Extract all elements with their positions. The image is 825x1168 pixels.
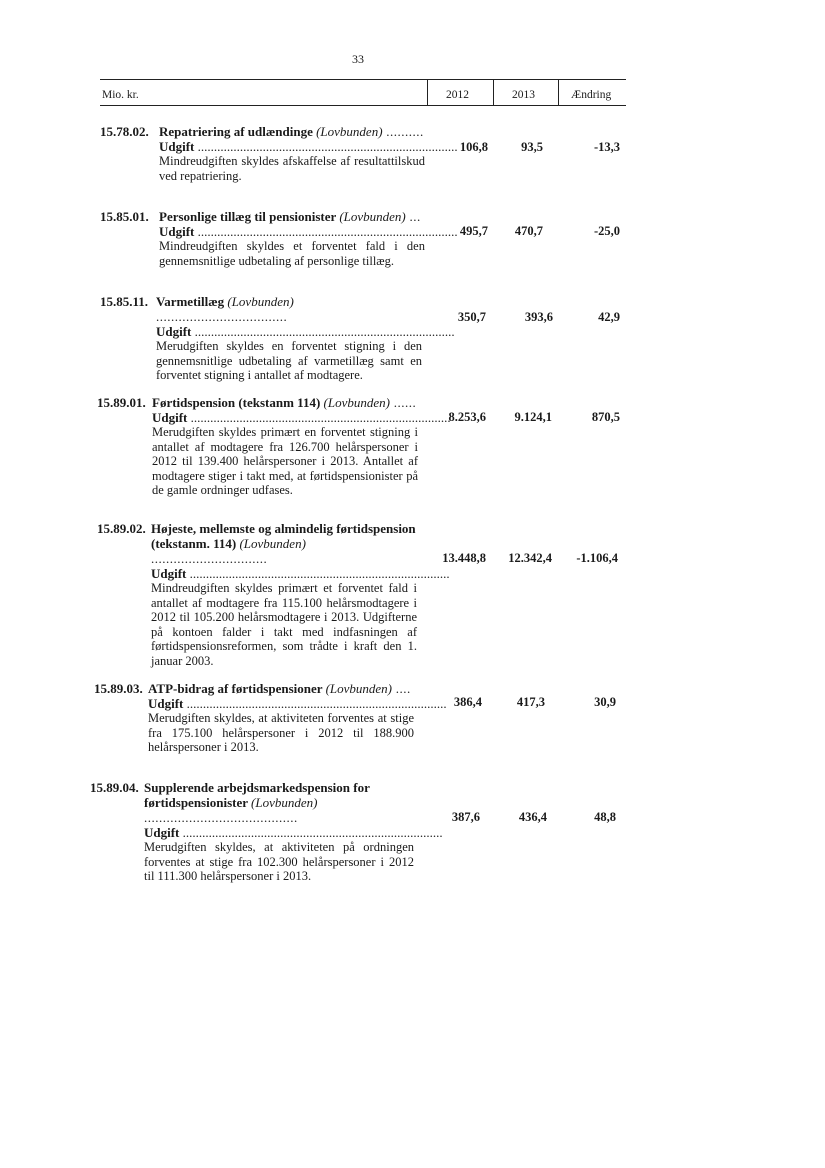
- entry-number: 15.85.11.: [100, 294, 149, 309]
- udgift-label-text: Udgift: [156, 324, 192, 339]
- entry-law-status: (Lovbunden): [251, 795, 318, 810]
- value-change: 42,9: [598, 310, 620, 324]
- value-change: 870,5: [591, 410, 620, 424]
- page-number: 33: [352, 52, 364, 66]
- entry-description: Mindreudgiften skyldes et forventet fald i den gennemsnitlige udbetaling af personlige tillæg.: [159, 239, 425, 268]
- entry-15-89-03: [94, 681, 447, 755]
- udgift-label-text: Udgift: [151, 566, 187, 581]
- entry-15-89-04: [90, 780, 444, 884]
- header-col-change: Ændring: [571, 89, 612, 101]
- header-col-2013: 2013: [512, 89, 535, 101]
- value-2013: 93,5: [521, 140, 543, 154]
- entry-law-status: (Lovbunden): [239, 536, 306, 551]
- entry-title: Førtidspension (tekstanm 114) (Lovbunden) ......: [152, 395, 417, 410]
- entry-law-status: (Lovbunden): [325, 681, 392, 696]
- value-2012: 106,8: [459, 140, 488, 154]
- entry-number: 15.89.02.: [97, 521, 146, 536]
- entry-number: 15.85.01.: [100, 209, 149, 224]
- entry-description: Merudgiften skyldes, at aktiviteten på ordningen forventes at stige fra 102.300 helårspersoner i 2012 til 111.300 helårspersoner i 2013.: [144, 840, 414, 884]
- value-2013: 12.342,4: [508, 551, 552, 565]
- entry-number: 15.89.04.: [90, 780, 139, 795]
- entry-law-status: (Lovbunden): [316, 124, 383, 139]
- entry-title-text: Repatriering af udlændinge: [159, 124, 313, 139]
- entry-number: 15.78.02.: [100, 124, 149, 139]
- udgift-label-text: Udgift: [159, 224, 195, 239]
- udgift-label-text: Udgift: [152, 410, 188, 425]
- udgift-label-text: Udgift: [144, 825, 180, 840]
- entry-15-78-02: [100, 124, 458, 183]
- entry-15-89-02: [97, 521, 450, 669]
- udgift-label: Udgift ................................................................................: [144, 825, 443, 840]
- udgift-label: Udgift ................................................................................: [148, 696, 447, 711]
- entry-15-85-01: [100, 209, 458, 268]
- entry-title: ATP-bidrag af førtidspensioner (Lovbunden) ....: [148, 681, 411, 696]
- value-change: 30,9: [594, 695, 616, 709]
- entry-title-text: ATP-bidrag af førtidspensioner: [148, 681, 323, 696]
- entry-15-89-01: [97, 395, 451, 498]
- value-2012: 387,6: [451, 810, 480, 824]
- entry-description: Mindreudgiften skyldes primært et forventet fald i antallet af modtagere fra 115.100 helårsmodtagere i 2012 til 105.200 helårsmodtagere i 2013. Udgifterne på kontoen falder i takt med indfasningen af førtidspensionsreformen, som trådte i kraft den 1. januar 2003.: [151, 581, 417, 668]
- header-col-2012: 2012: [446, 89, 469, 101]
- entry-description: Merudgiften skyldes, at aktiviteten forventes at stige fra 175.100 helårspersoner i 2012 til 188.900 helårspersoner i 2013.: [148, 711, 414, 755]
- entry-description: Merudgiften skyldes en forventet stigning i den gennemsnitlige udbetaling af varmetillæg samt en forventet stigning i antallet af modtagere.: [156, 339, 422, 383]
- entry-law-status: (Lovbunden): [227, 294, 294, 309]
- value-2012: 495,7: [459, 224, 488, 238]
- udgift-label: Udgift ................................................................................: [156, 324, 455, 339]
- udgift-label: Udgift ................................................................................: [152, 410, 451, 425]
- value-change: -25,0: [593, 224, 620, 238]
- entry-title: Supplerende arbejdsmarkedspension for førtidspensionister (Lovbunden) .........................................: [144, 780, 370, 825]
- value-2013: 393,6: [524, 310, 553, 324]
- value-2013: 470,7: [514, 224, 543, 238]
- udgift-label: Udgift ................................................................................: [151, 566, 450, 581]
- entry-title-text: Supplerende arbejdsmarkedspension for førtidspensionister: [144, 780, 370, 810]
- value-2012: 8.253,6: [448, 410, 486, 424]
- header-divider: [493, 79, 494, 106]
- udgift-label: Udgift ................................................................................: [159, 224, 458, 239]
- entry-title-text: Førtidspension (tekstanm 114): [152, 395, 321, 410]
- entry-number: 15.89.03.: [94, 681, 143, 696]
- entry-title: Repatriering af udlændinge (Lovbunden) ..........: [159, 124, 424, 139]
- value-2012: 13.448,8: [442, 551, 486, 565]
- value-2012: 386,4: [453, 695, 482, 709]
- header-bottom-rule: [100, 105, 626, 106]
- value-change: -13,3: [593, 140, 620, 154]
- header-unit: Mio. kr.: [102, 89, 139, 101]
- value-2013: 436,4: [518, 810, 547, 824]
- header-top-rule: [100, 79, 626, 80]
- udgift-label-text: Udgift: [148, 696, 184, 711]
- udgift-label: Udgift ................................................................................: [159, 139, 458, 154]
- entry-title-text: Varmetillæg: [156, 294, 225, 309]
- entry-title: Varmetillæg (Lovbunden) ...................................: [156, 294, 294, 324]
- entry-law-status: (Lovbunden): [323, 395, 390, 410]
- entry-title-text: Personlige tillæg til pensionister: [159, 209, 337, 224]
- value-2012: 350,7: [457, 310, 486, 324]
- entry-title: Personlige tillæg til pensionister (Lovbunden) ...: [159, 209, 421, 224]
- entry-15-85-11: [100, 294, 455, 383]
- udgift-label-text: Udgift: [159, 139, 195, 154]
- header-divider: [427, 79, 428, 106]
- entry-law-status: (Lovbunden): [339, 209, 406, 224]
- entry-title: Højeste, mellemste og almindelig førtidspension (tekstanm. 114) (Lovbunden) ...............................: [151, 521, 416, 566]
- value-2013: 417,3: [516, 695, 545, 709]
- entry-title-text: Højeste, mellemste og almindelig førtidspension (tekstanm. 114): [151, 521, 416, 551]
- value-change: 48,8: [594, 810, 616, 824]
- entry-description: Mindreudgiften skyldes afskaffelse af resultattilskud ved repatriering.: [159, 154, 425, 183]
- entry-number: 15.89.01.: [97, 395, 146, 410]
- header-divider: [558, 79, 559, 106]
- value-2013: 9.124,1: [514, 410, 552, 424]
- entry-description: Merudgiften skyldes primært en forventet stigning i antallet af modtagere fra 126.700 helårspersoner i 2012 til 139.400 helårspersoner i 2013. Antallet af modtagere stiger i takt med, at førtidspensionister på de gamle ordninger udfases.: [152, 425, 418, 498]
- value-change: -1.106,4: [576, 551, 618, 565]
